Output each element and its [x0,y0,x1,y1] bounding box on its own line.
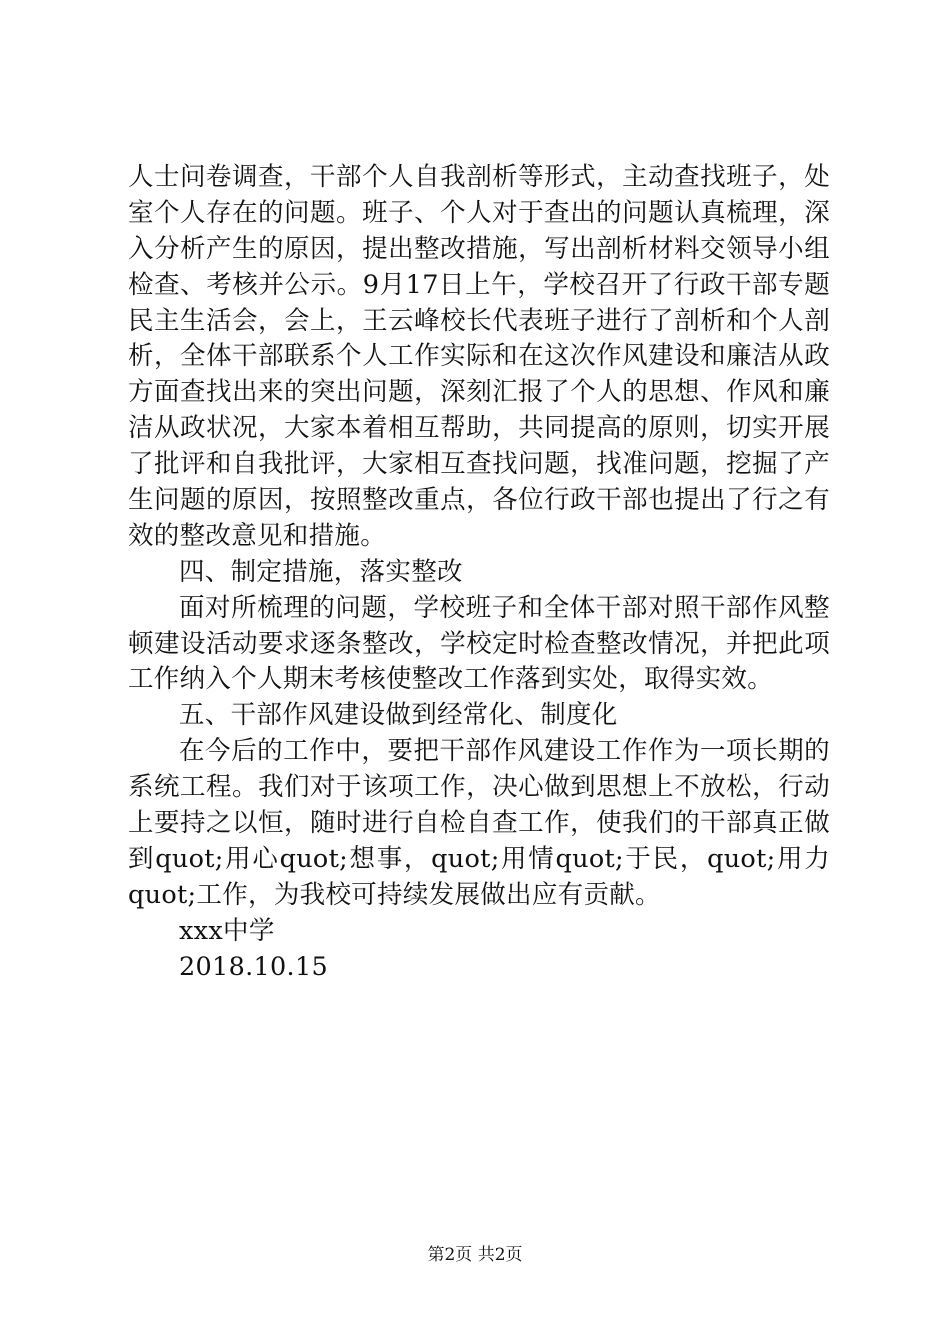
paragraph-line: 工作纳入个人期末考核使整改工作落到实处，取得实效。 [128,664,774,695]
paragraph-line: quot;工作，为我校可持续发展做出应有贡献。 [128,879,661,910]
signature-organization: xxx中学 [179,915,275,946]
signature-date: 2018.10.15 [179,951,329,982]
paragraph-line: 洁从政状况，大家本着相互帮助，共同提高的原则，切实开展 [128,413,830,444]
paragraph-line: 析，全体干部联系个人工作实际和在这次作风建设和廉洁从政 [128,341,830,372]
paragraph-line: 检查、考核并公示。9月17日上午，学校召开了行政干部专题 [128,269,830,300]
section-heading: 五、干部作风建设做到经常化、制度化 [179,700,618,731]
paragraph-line: 面对所梳理的问题，学校班子和全体干部对照干部作风整 [179,592,830,623]
paragraph-line: 生问题的原因，按照整改重点，各位行政干部也提出了行之有 [128,485,830,516]
paragraph-line: 在今后的工作中，要把干部作风建设工作作为一项长期的 [179,736,830,767]
paragraph-line: 入分析产生的原因，提出整改措施，写出剖析材料交领导小组 [128,233,830,264]
paragraph-line: 民主生活会，会上，王云峰校长代表班子进行了剖析和个人剖 [128,305,830,336]
paragraph-line: 顿建设活动要求逐条整改，学校定时检查整改情况，并把此项 [128,628,830,659]
paragraph-line: 上要持之以恒，随时进行自检自查工作，使我们的干部真正做 [128,808,830,839]
page-number-footer: 第2页 共2页 [427,1245,523,1265]
paragraph-line: 到quot;用心quot;想事，quot;用情quot;于民，quot;用力 [128,843,830,874]
paragraph-line: 室个人存在的问题。班子、个人对于查出的问题认真梳理，深 [128,197,830,228]
section-heading: 四、制定措施，落实整改 [179,556,463,587]
paragraph-line: 效的整改意见和措施。 [128,520,387,551]
paragraph-line: 人士问卷调查，干部个人自我剖析等形式，主动查找班子，处 [128,162,830,192]
paragraph-line: 了批评和自我批评，大家相互查找问题，找准问题，挖掘了产 [128,449,830,480]
paragraph-line: 方面查找出来的突出问题，深刻汇报了个人的思想、作风和廉 [128,377,830,408]
document-body [128,160,830,985]
paragraph-line: 系统工程。我们对于该项工作，决心做到思想上不放松，行动 [128,772,830,803]
